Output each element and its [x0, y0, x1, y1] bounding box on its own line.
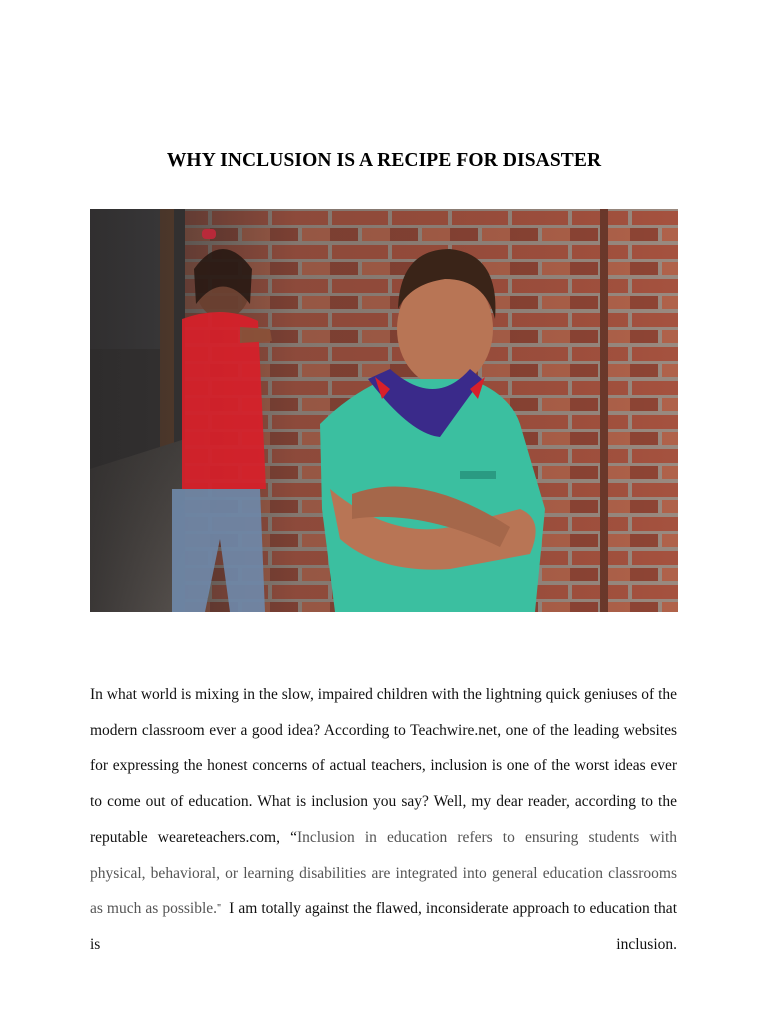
paragraph-text-after: I am totally against the flawed, inconsiderate approach to education that is inclusion. [90, 900, 681, 953]
photo [90, 209, 678, 612]
document-title: WHY INCLUSION IS A RECIPE FOR DISASTER [166, 150, 602, 171]
paragraph-text-before: In what world is mixing in the slow, impaired children with the lightning quick geniuses of the modern classroom ever a good idea? According to Teachwire.net, one of the leading websites for expressing the honest concerns of actual teachers, inclusion is one of the worst ideas ever to come out of education. What is inclusion you say? Well, my dear reader, according to the reputable weareteachers.com, “ [90, 686, 677, 846]
body-paragraph [90, 677, 681, 963]
photo-illustration [90, 209, 678, 612]
quote-close-mark: " [217, 903, 222, 915]
quoted-definition: Inclusion in education refers to ensuring students with physical, behavioral, or learning disabilities are integrated into general education classrooms as much as possible. [90, 828, 677, 918]
